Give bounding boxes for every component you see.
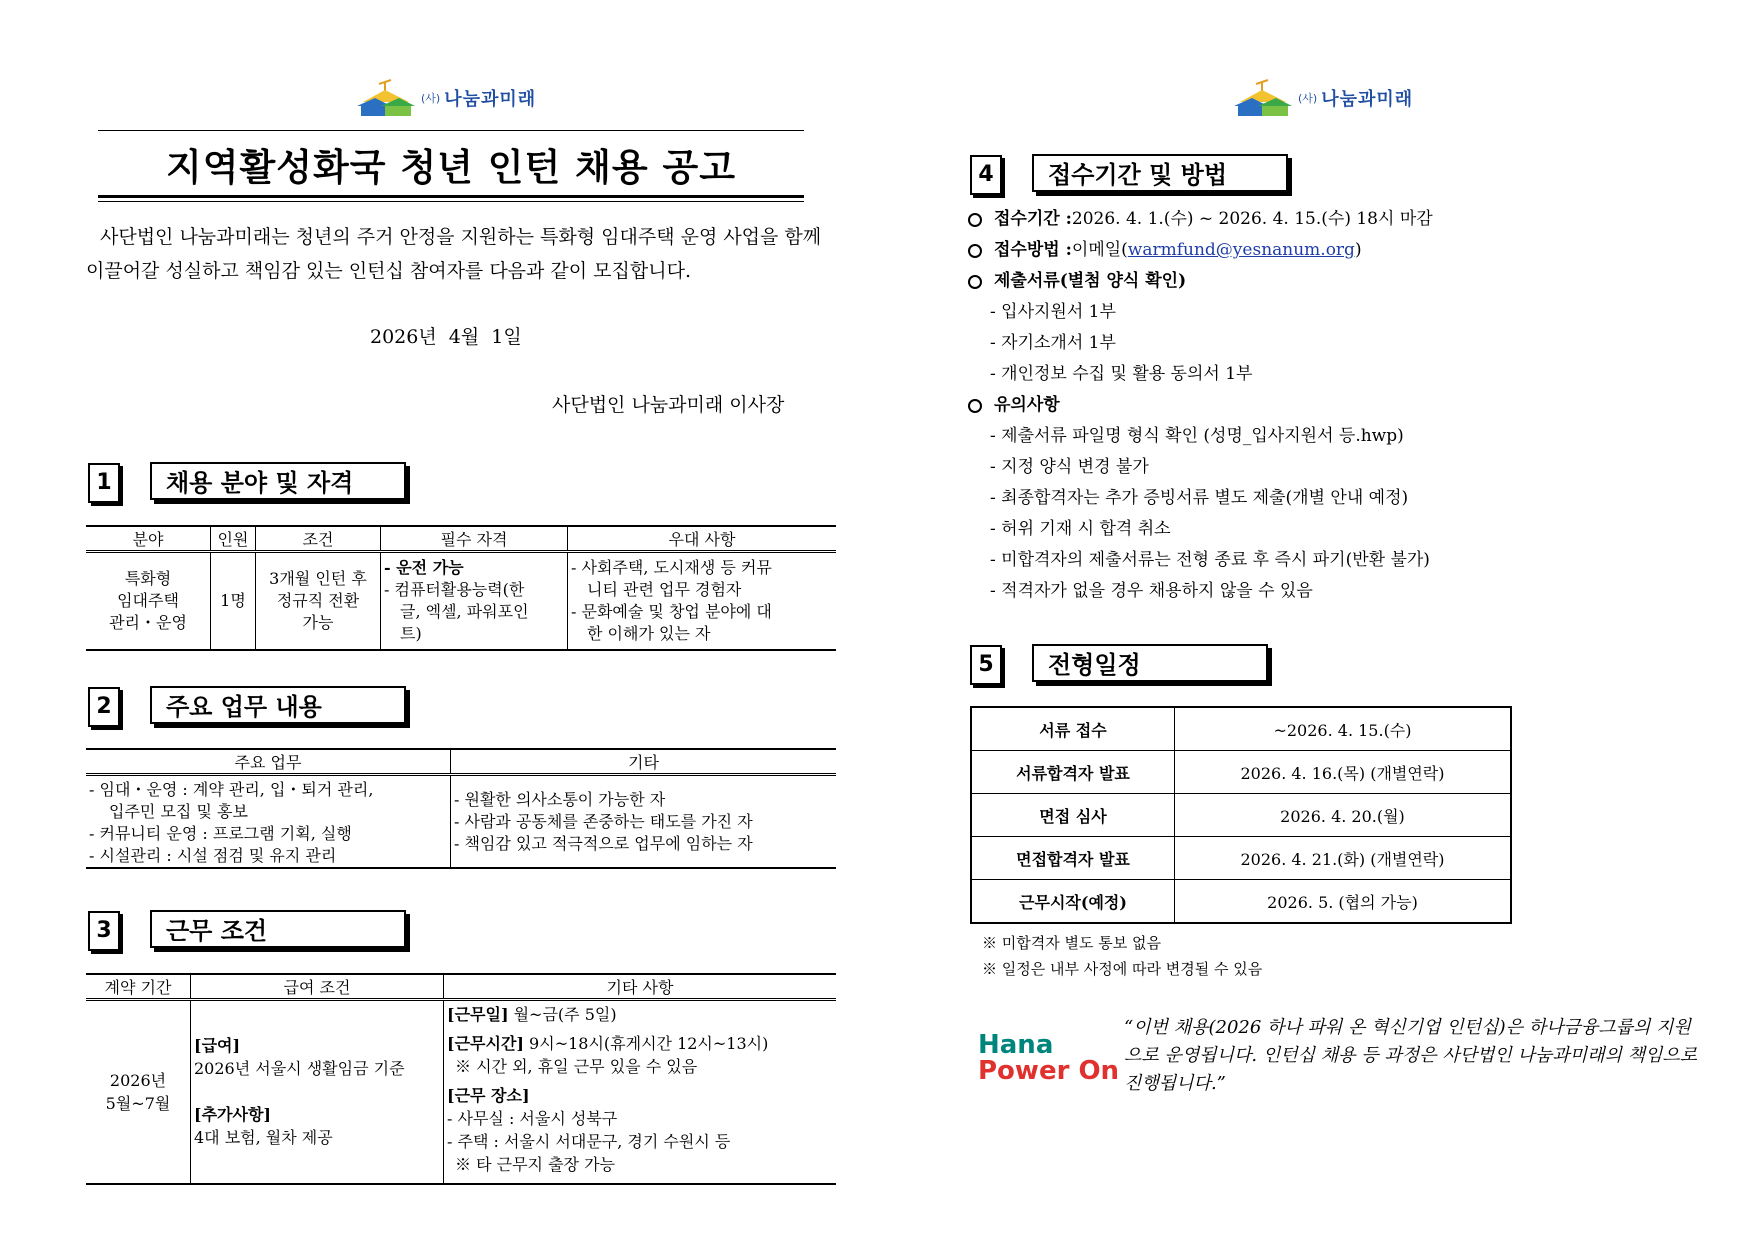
preferred-line: 니티 관련 업무 경험자 [587,579,742,599]
logo-name: 나눔과미래 [444,89,537,110]
field-line: 특화형 [124,568,172,588]
extra-value: 4대 보험, 월차 제공 [194,1128,333,1148]
email-link[interactable]: warmfund@yesnanum.org [1127,240,1355,260]
etc-line: - 원활한 의사소통이 가능한 자 [454,789,666,809]
duty-line: - 커뮤니티 운영 : 프로그램 기획, 실행 [89,824,352,843]
schedule-step: 면접합격자 발표 [971,837,1175,880]
schedule-step: 면접 심사 [971,794,1175,837]
house-logo-icon [1232,78,1294,118]
workday-value: 월~금(주 5일) [508,1005,617,1024]
section-2-number: 2 [88,687,120,727]
period-cell [86,1000,191,1184]
docs-row [968,266,1668,297]
schedule-note: ※ 미합격자 별도 통보 없음 [982,934,1161,952]
bullet-circle-icon [968,213,982,227]
schedule-date: ~2026. 4. 15.(수) [1175,707,1512,751]
duties-cell [86,775,451,869]
signer: 사단법인 나눔과미래 이사장 [552,394,785,416]
schedule-row [971,751,1511,794]
header-count: 인원 [211,526,256,552]
pay-cell [191,1000,444,1184]
pay-label: [급여] [194,1036,241,1056]
place-label: [근무 장소] [447,1086,530,1105]
notes-row [968,390,1668,421]
docs-label: 제출서류(별첨 양식 확인) [994,271,1187,291]
required-line: - 컴퓨터활용능력(한 [384,579,525,599]
place-line: - 사무실 : 서울시 성북구 [447,1109,618,1128]
work-conditions-table [86,973,836,1185]
logo-prefix: (사) [421,92,441,105]
schedule-date: 2026. 5. (협의 가능) [1175,880,1512,924]
house-logo-icon [355,78,417,118]
bullet-circle-icon [968,244,982,258]
apply-info [968,204,1668,607]
worktime-value: 9시~18시(휴게시간 12시~13시) [523,1034,769,1053]
schedule-row [971,794,1511,837]
preferred-line: 한 이해가 있는 자 [587,623,711,643]
schedule-table [970,706,1512,924]
section-5-title: 전형일정 [1032,644,1268,682]
schedule-step: 근무시작(예정) [971,880,1175,924]
other-cell [444,1000,837,1184]
schedule-date: 2026. 4. 20.(월) [1175,794,1512,837]
doc-item: - 입사지원서 1부 [990,302,1116,322]
count-cell: 1명 [211,552,256,650]
intro-text: 사단법인 나눔과미래는 청년의 주거 안정을 지원하는 특화형 임대주택 운영 사업을 함께 이끌어갈 성실하고 책임감 있는 인턴십 참여자를 다음과 같이 모집합니다. [86,226,822,282]
notes-label: 유의사항 [994,395,1060,415]
required-cell [381,552,568,650]
apply-method-label: 접수방법 : [994,240,1072,260]
section-4-title: 접수기간 및 방법 [1032,154,1288,192]
schedule-row [971,837,1511,880]
note-item: - 지정 양식 변경 불가 [990,457,1149,477]
apply-method-row [968,235,1668,266]
extra-label: [추가사항] [194,1105,271,1125]
header-pay: 급여 조건 [191,974,444,1000]
note-item: - 미합격자의 제출서류는 전형 종료 후 즉시 파기(반환 불가) [990,550,1430,570]
header-period: 계약 기간 [86,974,191,1000]
note-item: - 허위 기재 시 합격 취소 [990,519,1171,539]
workday-label: [근무일] [447,1005,509,1024]
schedule-note: ※ 일정은 내부 사정에 따라 변경될 수 있음 [982,960,1263,978]
hana-logo-line2: Power On [978,1056,1120,1086]
schedule-row [971,707,1511,751]
intro-paragraph [86,220,826,288]
header-duties: 주요 업무 [86,749,451,775]
section-1-number: 1 [88,463,120,503]
header-preferred: 우대 사항 [568,526,837,552]
duties-table [86,748,836,869]
preferred-line: - 사회주택, 도시재생 등 커뮤 [571,557,772,577]
organization-logo [355,78,536,118]
apply-period-row [968,204,1668,235]
etc-line: - 책임감 있고 적극적으로 업무에 임하는 자 [454,833,753,853]
organization-logo-right [1232,78,1413,118]
bullet-circle-icon [968,399,982,413]
etc-cell [451,775,837,869]
condition-line: 가능 [302,612,334,632]
condition-line: 정규직 전환 [276,590,360,610]
recruitment-table [86,525,836,651]
bullet-circle-icon [968,275,982,289]
section-3-number: 3 [88,911,120,951]
logo-name: 나눔과미래 [1321,89,1414,110]
apply-period-value: 2026. 4. 1.(수) ~ 2026. 4. 15.(수) 18시 마감 [1071,209,1433,229]
schedule-notes [982,930,1262,982]
schedule-date: 2026. 4. 16.(목) (개별연락) [1175,751,1512,794]
duty-line: 입주민 모집 및 홍보 [109,802,248,821]
header-other: 기타 사항 [444,974,837,1000]
apply-method-close: ) [1354,240,1362,260]
period-line: 2026년 [109,1070,167,1090]
hana-power-on-logo [978,1032,1119,1084]
pay-value: 2026년 서울시 생활임금 기준 [194,1059,405,1079]
note-item: - 최종합격자는 추가 증빙서류 별도 제출(개별 안내 예정) [990,488,1409,508]
required-line: 글, 엑셀, 파워포인 [400,601,529,621]
section-2-title: 주요 업무 내용 [150,686,406,724]
hana-logo-line1: Hana [978,1030,1054,1060]
condition-line: 3개월 인턴 후 [269,568,367,588]
header-field: 분야 [86,526,211,552]
apply-method-value: 이메일( [1071,240,1128,260]
doc-item: - 개인정보 수집 및 활용 동의서 1부 [990,364,1253,384]
section-5-number: 5 [970,645,1002,685]
etc-line: - 사람과 공동체를 존중하는 태도를 가진 자 [454,811,753,831]
worktime-label: [근무시간] [447,1034,524,1053]
worktime-note: ※ 시간 외, 휴일 근무 있을 수 있음 [455,1057,698,1076]
place-line: - 주택 : 서울시 서대문구, 경기 수원시 등 [447,1132,731,1151]
place-line: ※ 타 근무지 출장 가능 [455,1155,615,1174]
field-cell [86,552,211,650]
schedule-row [971,880,1511,924]
apply-period-label: 접수기간 : [994,209,1072,229]
preferred-line: - 문화예술 및 창업 분야에 대 [571,601,772,621]
required-line: - 운전 가능 [384,557,464,577]
section-1-title: 채용 분야 및 자격 [150,462,406,500]
announcement-date: 2026년 4월 1일 [370,326,522,348]
header-condition: 조건 [256,526,381,552]
logo-prefix: (사) [1298,92,1318,105]
schedule-step: 서류 접수 [971,707,1175,751]
field-line: 관리・운영 [109,612,187,632]
preferred-cell [568,552,837,650]
page-title-block [98,130,804,202]
section-3-title: 근무 조건 [150,910,406,948]
schedule-date: 2026. 4. 21.(화) (개별연락) [1175,837,1512,880]
note-item: - 제출서류 파일명 형식 확인 (성명_입사지원서 등.hwp) [990,426,1404,446]
duty-line: - 시설관리 : 시설 점검 및 유지 관리 [89,846,337,865]
page-title: 지역활성화국 청년 인턴 채용 공고 [166,146,736,189]
condition-cell [256,552,381,650]
required-line: 트) [400,623,422,643]
note-item: - 적격자가 없을 경우 채용하지 않을 수 있음 [990,581,1313,601]
sponsor-quote: “이번 채용(2026 하나 파워 온 혁신기업 인턴십)은 하나금융그룹의 지원으로 운영됩니다. 인턴십 채용 등 과정은 사단법인 나눔과미래의 책임으로 진행됩니다.” [1124,1017,1698,1094]
period-line: 5월~7월 [105,1093,171,1113]
header-required: 필수 자격 [381,526,568,552]
schedule-step: 서류합격자 발표 [971,751,1175,794]
duty-line: - 임대・운영 : 계약 관리, 입・퇴거 관리, [89,780,374,799]
field-line: 임대주택 [117,590,179,610]
section-4-number: 4 [970,155,1002,195]
header-etc: 기타 [451,749,837,775]
doc-item: - 자기소개서 1부 [990,333,1116,353]
